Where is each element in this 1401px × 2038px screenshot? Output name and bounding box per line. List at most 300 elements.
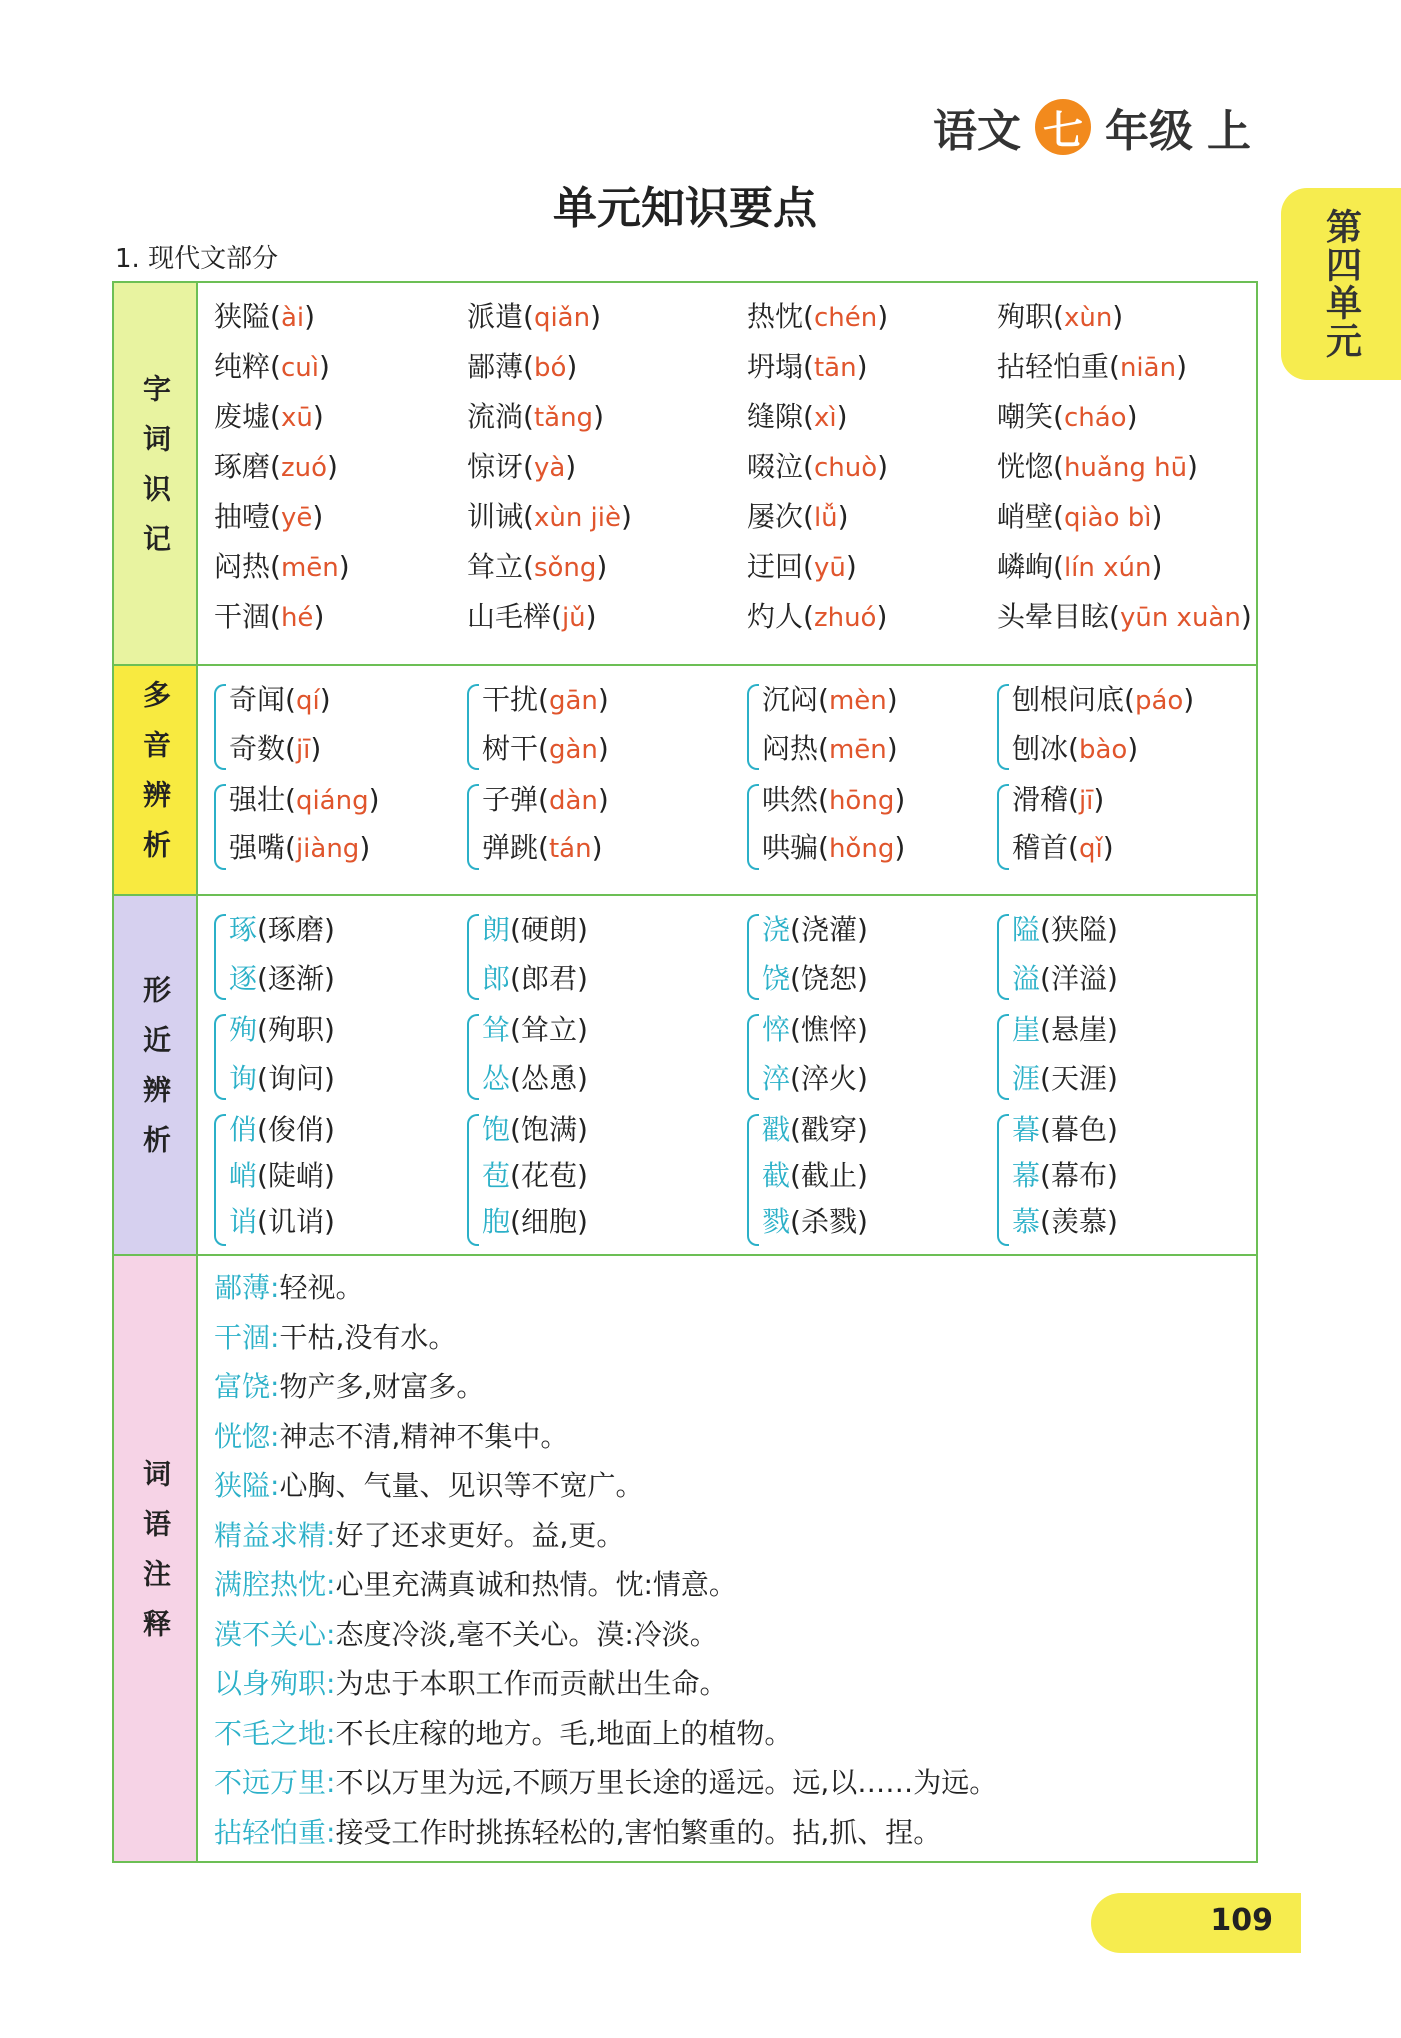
gloss-entry [214,1464,643,1504]
shape-char: 隘 [1012,913,1041,946]
close-paren: ) [597,683,609,716]
close-paren: ) [886,732,898,765]
vocab-entry [997,545,1162,585]
vocab-word: 屡次 [747,500,804,533]
vocab-row [114,283,1256,666]
vocab-entry [467,295,601,335]
page-number: 109 [1210,1903,1273,1938]
vocab-word: 恍惚 [997,450,1054,483]
vocab-word: 热忱 [747,300,804,333]
shape-example: (怂恿) [510,1062,588,1095]
gloss-definition: 干枯,没有水。 [279,1320,457,1354]
shape-example: (陡峭) [257,1159,335,1192]
open-paren: ( [523,450,534,483]
pinyin: hé [280,603,314,633]
pinyin: lín xún [1063,553,1152,583]
open-paren: ( [1053,550,1064,583]
close-paren: ) [585,600,597,633]
open-paren: ( [803,300,814,333]
shape-char: 逐 [229,962,258,995]
close-paren: ) [894,783,906,816]
polyphone-entry [229,678,331,718]
vocab-word: 头晕目眩 [997,600,1110,633]
open-paren: ( [523,400,534,433]
brace-mark [214,1014,226,1100]
vocab-word: 灼人 [747,600,804,633]
brace-mark [997,684,1009,770]
shape-row-header [114,896,198,1254]
gloss-definition: 接受工作时挑拣轻松的,害怕繁重的。拈,抓、捏。 [335,1815,942,1849]
vocab-entry [997,445,1198,485]
open-paren: ( [803,450,814,483]
vocab-entry [747,395,848,435]
polyphone-word: 树干 [482,732,539,765]
shape-example: (饱满) [510,1113,588,1146]
polyphone-word: 哄然 [762,783,819,816]
open-paren: ( [818,683,829,716]
vocab-entry [997,495,1162,535]
pinyin: qí [295,686,320,716]
open-paren: ( [1109,600,1120,633]
gloss-term: 鄙薄: [214,1271,280,1304]
shape-entry [1012,1008,1118,1048]
open-paren: ( [523,350,534,383]
open-paren: ( [818,732,829,765]
shape-char: 涯 [1012,1062,1041,1095]
gloss-entry [214,1662,727,1702]
close-paren: ) [845,550,857,583]
vocab-word: 山毛榉 [467,600,552,633]
shape-char: 俏 [229,1113,258,1146]
gloss-entry [214,1613,718,1653]
gloss-definition: 物产多,财富多。 [279,1370,485,1403]
close-paren: ) [1176,350,1188,383]
shape-entry [229,1057,335,1097]
pinyin: jī [1078,786,1094,816]
shape-example: (花苞) [510,1159,588,1192]
pinyin: qǐ [1078,834,1103,864]
polyphone-entry [482,678,609,718]
brace-mark [747,1014,759,1100]
gloss-entry [214,1514,624,1554]
vocab-word: 派遣 [467,300,524,333]
vocab-word: 耸立 [467,550,524,583]
brace-mark [747,784,759,870]
open-paren: ( [818,831,829,864]
brace-mark [997,914,1009,1000]
shape-char: 慕 [1012,1205,1041,1238]
open-paren: ( [1053,500,1064,533]
close-paren: ) [593,400,604,433]
gloss-term: 以身殉职: [214,1667,336,1700]
shape-entry [482,1008,588,1048]
vocab-word: 惊讶 [467,450,524,483]
gloss-term: 精益求精: [214,1518,336,1552]
shape-example: (郎君) [510,962,588,995]
polyphone-word: 奇闻 [229,683,286,716]
shape-example: (狭隘) [1040,913,1118,946]
polyphone-word: 强嘴 [229,831,286,864]
open-paren: ( [285,783,296,816]
open-paren: ( [1053,300,1064,333]
pinyin: tān [813,353,857,383]
gloss-term: 不毛之地: [214,1716,336,1750]
pinyin: gān [548,686,598,716]
open-paren: ( [1068,783,1079,816]
shape-char: 截 [762,1159,791,1192]
open-paren: ( [285,732,296,765]
shape-entry [229,1108,335,1148]
shape-char: 饱 [482,1113,511,1146]
polyphone-entry [1012,678,1194,718]
shape-example: (耸立) [510,1013,588,1046]
brace-mark [467,1114,479,1246]
gloss-definition: 不长庄稼的地方。毛,地面上的植物。 [335,1716,793,1750]
polyphone-word: 沉闷 [762,683,819,716]
polyphone-entry [762,826,905,866]
open-paren: ( [538,732,549,765]
shape-row [114,896,1256,1256]
shape-char: 悴 [762,1013,791,1046]
close-paren: ) [359,831,371,864]
open-paren: ( [1053,450,1064,483]
vocab-row-label: 字词识记 [139,373,172,574]
shape-example: (幕布) [1040,1159,1118,1192]
book-header [933,95,1251,159]
pinyin: tǎng [533,403,594,433]
brace-mark [747,914,759,1000]
shape-example: (俊俏) [257,1113,335,1146]
pinyin: niān [1119,353,1177,383]
close-paren: ) [312,500,324,533]
vocab-word: 废墟 [214,400,271,433]
vocab-entry [467,595,597,635]
shape-char: 浇 [762,913,791,946]
shape-entry [1012,1200,1118,1240]
gloss-entry [214,1811,941,1851]
pinyin: yū [813,553,846,583]
shape-char: 暮 [1012,1113,1041,1146]
polyphone-entry [229,778,380,818]
shape-entry [482,1108,588,1148]
pinyin: ài [280,303,305,333]
vocab-entry [467,545,607,585]
brace-mark [214,1114,226,1246]
section-label: 1. 现代文部分 [115,244,279,274]
close-paren: ) [313,600,325,633]
gloss-definition: 神志不清,精神不集中。 [279,1419,569,1453]
open-paren: ( [270,450,281,483]
pinyin: páo [1134,686,1184,716]
pinyin: sǒng [533,553,597,583]
pinyin: mèn [828,686,887,716]
gloss-definition: 态度冷淡,毫不关心。漠:冷淡。 [335,1617,718,1651]
shape-char: 戮 [762,1205,791,1238]
gloss-definition: 心里充满真诚和热情。忱:情意。 [335,1568,737,1601]
shape-char: 琢 [229,913,258,946]
shape-entry [482,908,588,948]
open-paren: ( [270,300,281,333]
shape-char: 胞 [482,1205,511,1238]
open-paren: ( [270,500,281,533]
pinyin: bó [533,353,567,383]
close-paren: ) [368,783,380,816]
polyphone-word: 奇数 [229,732,286,765]
vocab-entry [214,495,323,535]
gloss-definition: 为忠于本职工作而贡献出生命。 [335,1667,728,1700]
brace-mark [214,684,226,770]
shape-entry [1012,957,1118,997]
pinyin: chén [813,303,878,333]
shape-example: (硬朗) [510,913,588,946]
polyphone-word: 干扰 [482,683,539,716]
shape-example: (天涯) [1040,1062,1118,1095]
gloss-term: 恍惚: [214,1419,280,1453]
brace-mark [747,1114,759,1246]
shape-char: 崖 [1012,1013,1041,1046]
shape-entry [762,908,868,948]
close-paren: ) [1127,732,1139,765]
subject: 语文 [933,106,1021,157]
close-paren: ) [327,450,338,483]
polyphone-row-label: 多音辨析 [139,680,172,880]
pinyin: jiàng [295,834,360,864]
gloss-definition: 好了还求更好。益,更。 [335,1518,625,1552]
vocab-word: 啜泣 [747,450,804,483]
shape-example: (淬火) [790,1062,868,1095]
vocab-entry [467,495,632,535]
shape-entry [762,1057,868,1097]
vocab-entry [747,595,887,635]
pinyin: dàn [548,786,598,816]
gloss-entry [214,1365,484,1405]
open-paren: ( [523,300,534,333]
open-paren: ( [803,550,814,583]
open-paren: ( [803,600,814,633]
vocab-word: 嘲笑 [997,400,1054,433]
knowledge-table [112,281,1258,1863]
pinyin: cháo [1063,403,1127,433]
vocab-entry [997,345,1187,385]
polyphone-entry [1012,727,1138,767]
open-paren: ( [285,683,296,716]
polyphone-entry [1012,826,1114,866]
vocab-word: 峭壁 [997,500,1054,533]
gloss-entry [214,1563,737,1603]
polyphone-entry [762,678,898,718]
vocab-word: 鄙薄 [467,350,524,383]
polyphone-row-header [114,666,198,894]
gloss-entry [214,1415,568,1455]
shape-char: 戳 [762,1113,791,1146]
brace-mark [214,914,226,1000]
close-paren: ) [836,400,848,433]
open-paren: ( [270,600,281,633]
vocab-entry [997,395,1138,435]
brace-mark [467,1014,479,1100]
close-paren: ) [1126,400,1138,433]
close-paren: ) [319,683,331,716]
close-paren: ) [566,350,578,383]
shape-char: 峭 [229,1159,258,1192]
pinyin: mēn [828,735,887,765]
close-paren: ) [837,500,849,533]
close-paren: ) [590,300,602,333]
pinyin: qiào bì [1063,503,1152,533]
vocab-entry [214,595,324,635]
vocab-entry [747,495,849,535]
open-paren: ( [270,400,281,433]
shape-entry [1012,1057,1118,1097]
gloss-term: 不远万里: [214,1766,336,1799]
vocab-entry [747,545,857,585]
vocab-word: 缝隙 [747,400,804,433]
gloss-row-header [114,1256,198,1861]
brace-mark [467,914,479,1000]
shape-example: (浇灌) [790,913,868,946]
pinyin: hǒng [828,834,895,864]
close-paren: ) [877,300,889,333]
shape-example: (殉职) [257,1013,335,1046]
vocab-entry [467,345,577,385]
polyphone-word: 稽首 [1012,831,1069,864]
brace-mark [214,784,226,870]
shape-entry [229,957,335,997]
shape-entry [229,1200,335,1240]
shape-entry [762,1154,868,1194]
pinyin: qiǎn [533,303,591,333]
open-paren: ( [1124,683,1135,716]
shape-example: (讥诮) [257,1205,335,1238]
vocab-word: 狭隘 [214,300,271,333]
pinyin: huǎng hū [1063,453,1188,483]
grade-suffix: 年级 [1105,106,1193,157]
shape-entry [1012,1154,1118,1194]
gloss-entry [214,1712,792,1752]
shape-entry [762,957,868,997]
shape-char: 朗 [482,913,511,946]
close-paren: ) [304,300,316,333]
vocab-entry [214,295,315,335]
close-paren: ) [1187,450,1198,483]
polyphone-word: 刨冰 [1012,732,1069,765]
open-paren: ( [1068,831,1079,864]
brace-mark [747,684,759,770]
pinyin: yē [280,503,313,533]
close-paren: ) [1183,683,1195,716]
vocab-word: 琢磨 [214,450,271,483]
gloss-definition: 不以万里为远,不顾万里长途的遥远。远,以……为远。 [335,1766,998,1799]
vocab-word: 迂回 [747,550,804,583]
vocab-word: 坍塌 [747,350,804,383]
vocab-entry [997,595,1252,635]
close-paren: ) [877,450,889,483]
shape-example: (杀戮) [790,1205,868,1238]
close-paren: ) [596,550,608,583]
brace-mark [997,784,1009,870]
pinyin: xùn jiè [533,503,622,533]
vocab-word: 纯粹 [214,350,271,383]
close-paren: ) [338,550,350,583]
shape-char: 怂 [482,1062,511,1095]
shape-char: 耸 [482,1013,511,1046]
shape-entry [229,908,335,948]
open-paren: ( [538,831,549,864]
vocab-entry [747,345,868,385]
shape-entry [1012,1108,1118,1148]
polyphone-entry [482,778,609,818]
pinyin: lǚ [813,503,838,533]
shape-example: (逐渐) [257,962,335,995]
vocab-word: 拈轻怕重 [997,350,1110,383]
open-paren: ( [270,350,281,383]
pinyin: chuò [813,453,878,483]
gloss-term: 满腔热忱: [214,1568,336,1601]
close-paren: ) [1112,300,1124,333]
polyphone-entry [762,778,905,818]
shape-char: 殉 [229,1013,258,1046]
shape-entry [762,1008,868,1048]
vocab-word: 干涸 [214,600,271,633]
close-paren: ) [318,350,330,383]
polyphone-entry [762,727,898,767]
polyphone-row [114,666,1256,896]
close-paren: ) [1093,783,1105,816]
pinyin: gàn [548,735,598,765]
unit-tab-label: 第四单元 [1320,208,1362,360]
pinyin: bào [1078,735,1128,765]
open-paren: ( [1109,350,1120,383]
close-paren: ) [1240,600,1252,633]
gloss-row-label: 词语注释 [139,1458,172,1659]
term: 上 [1207,106,1251,157]
polyphone-entry [229,826,370,866]
pinyin: qiáng [295,786,369,816]
vocab-entry [214,545,350,585]
shape-example: (悬崖) [1040,1013,1118,1046]
pinyin: jǔ [561,603,586,633]
close-paren: ) [1151,550,1163,583]
shape-char: 幕 [1012,1159,1041,1192]
open-paren: ( [538,683,549,716]
vocab-word: 抽噎 [214,500,271,533]
pinyin: mēn [280,553,339,583]
vocab-entry [214,345,330,385]
polyphone-entry [482,727,609,767]
shape-entry [1012,908,1118,948]
shape-entry [482,1200,588,1240]
shape-char: 郎 [482,962,511,995]
vocab-entry [214,445,338,485]
shape-example: (细胞) [510,1205,588,1238]
vocab-entry [467,395,604,435]
polyphone-word: 闷热 [762,732,819,765]
open-paren: ( [818,783,829,816]
shape-example: (羡慕) [1040,1205,1118,1238]
close-paren: ) [886,683,898,716]
pinyin: yà [533,453,566,483]
gloss-definition: 心胸、气量、见识等不宽广。 [279,1469,644,1502]
vocab-entry [747,445,888,485]
polyphone-word: 弹跳 [482,831,539,864]
polyphone-entry [482,826,603,866]
shape-example: (戳穿) [790,1113,868,1146]
shape-entry [762,1108,868,1148]
shape-example: (暮色) [1040,1113,1118,1146]
shape-char: 饶 [762,962,791,995]
pinyin: yūn xuàn [1119,603,1241,633]
shape-char: 溢 [1012,962,1041,995]
